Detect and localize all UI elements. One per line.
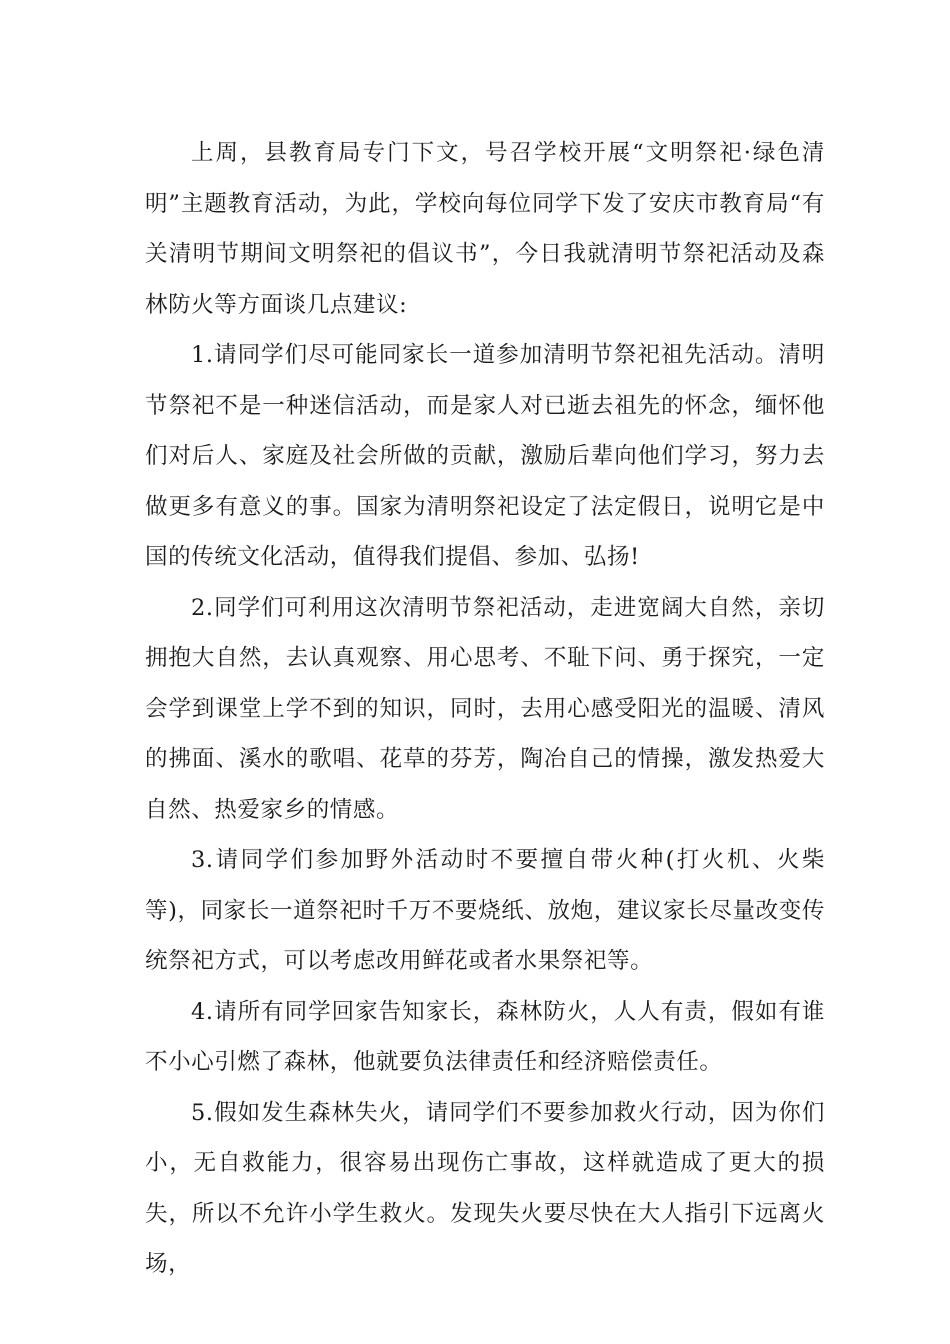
intro-paragraph: 上周，县教育局专门下文，号召学校开展“文明祭祀·绿色清明”主题教育活动，为此，学校向每位同学下发了安庆市教育局“有关清明节期间文明祭祀的倡议书”，今日我就清明节祭祀活动及森林防火等方面谈几点建议: <box>145 140 825 318</box>
suggestion-2-paragraph: 2.同学们可利用这次清明节祭祀活动，走进宽阔大自然，亲切拥抱大自然，去认真观察、用心思考、不耻下问、勇于探究，一定会学到课堂上学不到的知识，同时，去用心感受阳光的温暖、清风的拂面、溪水的歌唱、花草的芬芳，陶冶自己的情操，激发热爱大自然、热爱家乡的情感。 <box>145 594 825 823</box>
suggestion-1-paragraph: 1.请同学们尽可能同家长一道参加清明节祭祀祖先活动。清明节祭祀不是一种迷信活动，而是家人对已逝去祖先的怀念，缅怀他们对后人、家庭及社会所做的贡献，激励后辈向他们学习，努力去做更多有意义的事。国家为清明祭祀设定了法定假日，说明它是中国的传统文化活动，值得我们提倡、参加、弘扬! <box>145 342 825 570</box>
document-body <box>145 128 825 1290</box>
suggestion-3-paragraph: 3.请同学们参加野外活动时不要擅自带火种(打火机、火柴等)，同家长一道祭祀时千万不要烧纸、放炮，建议家长尽量改变传统祭祀方式，可以考虑改用鲜花或者水果祭祀等。 <box>145 847 825 974</box>
suggestion-5-paragraph: 5.假如发生森林失火，请同学们不要参加救火行动，因为你们小，无自救能力，很容易出现伤亡事故，这样就造成了更大的损失，所以不允许小学生救火。发现失火要尽快在大人指引下远离火场， <box>145 1099 825 1277</box>
suggestion-4-paragraph: 4.请所有同学回家告知家长，森林防火，人人有责，假如有谁不小心引燃了森林，他就要负法律责任和经济赔偿责任。 <box>145 998 825 1075</box>
